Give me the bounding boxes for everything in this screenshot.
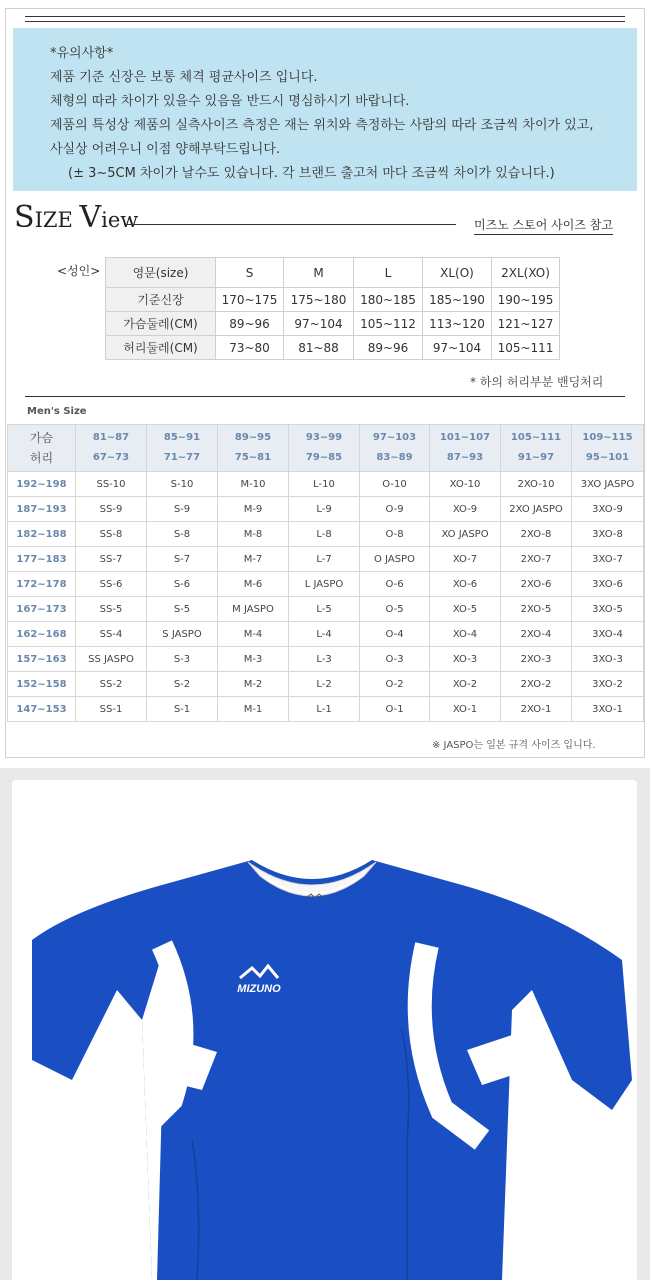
notice-line: (± 3~5CM 차이가 날수도 있습니다. 각 브랜드 출고처 마다 조금씩 차이가 있습니다.): [68, 166, 555, 181]
height-range-cell: 147~153: [8, 697, 76, 722]
size-code-cell: XO-10: [430, 472, 501, 497]
size-code-cell: L-8: [289, 522, 360, 547]
size-code-cell: L-4: [289, 622, 360, 647]
chest-waist-header-cell: [430, 425, 501, 472]
table-row: [106, 336, 560, 360]
notice-line: 제품 기준 신장은 보통 체격 평균사이즈 입니다.: [50, 70, 318, 85]
table-row: [8, 622, 644, 647]
size-code-cell: SS-10: [76, 472, 147, 497]
size-code-cell: XO-9: [430, 497, 501, 522]
size-code-cell: 2XO-8: [501, 522, 572, 547]
notice-line: 체형의 따라 차이가 있을수 있음을 반드시 명심하시기 바랍니다.: [50, 94, 410, 109]
size-code-cell: 3XO-9: [572, 497, 644, 522]
table-row: [8, 522, 644, 547]
size-code-cell: O-1: [360, 697, 430, 722]
size-code-cell: M JASPO: [218, 597, 289, 622]
row-header-cell: 가슴둘레(CM): [106, 312, 216, 336]
height-range-cell: 162~168: [8, 622, 76, 647]
chest-waist-header-cell: [501, 425, 572, 472]
title-rule: [124, 224, 456, 225]
size-code-cell: 2XO-5: [501, 597, 572, 622]
table-row: [8, 697, 644, 722]
size-code-cell: S-3: [147, 647, 218, 672]
size-code-cell: 2XO-2: [501, 672, 572, 697]
waist-range: 71~77: [163, 452, 201, 463]
size-code-cell: XO-5: [430, 597, 501, 622]
size-code-cell: 2XO-1: [501, 697, 572, 722]
table-cell: 113~120: [423, 312, 492, 336]
table-cell: 97~104: [423, 336, 492, 360]
table-header-cell: L: [354, 258, 423, 288]
size-code-cell: M-10: [218, 472, 289, 497]
waist-range: 87~93: [446, 452, 484, 463]
height-range-cell: 152~158: [8, 672, 76, 697]
brand-logo-text: MIZUNO: [237, 983, 281, 995]
size-code-cell: 3XO-2: [572, 672, 644, 697]
size-code-cell: 3XO-5: [572, 597, 644, 622]
size-code-cell: L-2: [289, 672, 360, 697]
size-code-cell: S-2: [147, 672, 218, 697]
chest-range: 105~111: [510, 432, 562, 443]
size-code-cell: S-8: [147, 522, 218, 547]
table-row: [106, 288, 560, 312]
size-code-cell: O-5: [360, 597, 430, 622]
size-code-cell: 3XO-3: [572, 647, 644, 672]
adult-label: <성인>: [57, 264, 101, 278]
table-cell: 89~96: [216, 312, 284, 336]
table-row: [8, 547, 644, 572]
waist-range: 67~73: [92, 452, 130, 463]
chest-waist-header-cell: [218, 425, 289, 472]
chest-range: 97~103: [372, 432, 417, 443]
shirt-body: [32, 860, 632, 1280]
size-code-cell: 2XO JASPO: [501, 497, 572, 522]
waist-range: 91~97: [517, 452, 555, 463]
chest-waist-header-cell: [572, 425, 644, 472]
waist-range: 79~85: [305, 452, 343, 463]
size-view-title: SIZE View: [14, 200, 139, 235]
table-header-cell: S: [216, 258, 284, 288]
chest-range: 81~87: [92, 432, 130, 443]
size-code-cell: M-7: [218, 547, 289, 572]
mens-size-table: [7, 424, 644, 722]
table-cell: 180~185: [354, 288, 423, 312]
size-code-cell: 3XO-4: [572, 622, 644, 647]
size-code-cell: S-10: [147, 472, 218, 497]
height-range-cell: 187~193: [8, 497, 76, 522]
table-header-row: [8, 425, 644, 472]
height-range-cell: 192~198: [8, 472, 76, 497]
size-code-cell: 3XO-8: [572, 522, 644, 547]
chest-range: 85~91: [163, 432, 201, 443]
size-code-cell: 2XO-6: [501, 572, 572, 597]
size-code-cell: S-7: [147, 547, 218, 572]
size-code-cell: L-3: [289, 647, 360, 672]
chest-range: 101~107: [439, 432, 491, 443]
table-row: [8, 572, 644, 597]
notice-line: 제품의 특성상 제품의 실측사이즈 측정은 재는 위치와 측정하는 사람의 따라 조금씩 차이가 있고,: [50, 118, 594, 133]
chest-waist-header-cell: [147, 425, 218, 472]
size-code-cell: SS-5: [76, 597, 147, 622]
size-code-cell: SS-4: [76, 622, 147, 647]
table-header-cell: XL(O): [423, 258, 492, 288]
size-code-cell: M-1: [218, 697, 289, 722]
size-code-cell: O-10: [360, 472, 430, 497]
table-cell: 105~111: [492, 336, 560, 360]
size-code-cell: 3XO-1: [572, 697, 644, 722]
chest-label: 가슴: [29, 431, 54, 445]
table-cell: 190~195: [492, 288, 560, 312]
size-code-cell: SS-9: [76, 497, 147, 522]
table-header-cell: 2XL(XO): [492, 258, 560, 288]
chest-range: 93~99: [305, 432, 343, 443]
waist-label: 허리: [29, 451, 54, 465]
table-cell: 175~180: [284, 288, 354, 312]
table-row: [8, 597, 644, 622]
size-code-cell: L-7: [289, 547, 360, 572]
table-row: [8, 497, 644, 522]
section-rule: [25, 396, 625, 397]
height-range-cell: 167~173: [8, 597, 76, 622]
size-code-cell: L-9: [289, 497, 360, 522]
size-code-cell: O-6: [360, 572, 430, 597]
size-code-cell: O-8: [360, 522, 430, 547]
table-header-cell: 영문(size): [106, 258, 216, 288]
size-code-cell: L JASPO: [289, 572, 360, 597]
size-code-cell: 3XO JASPO: [572, 472, 644, 497]
notice-box: [13, 28, 637, 191]
product-photo-card: [12, 780, 637, 1280]
adult-size-table: [105, 257, 560, 360]
table-cell: 73~80: [216, 336, 284, 360]
table-row: [106, 312, 560, 336]
size-code-cell: O-9: [360, 497, 430, 522]
size-code-cell: 2XO-10: [501, 472, 572, 497]
height-range-cell: 172~178: [8, 572, 76, 597]
waist-range: 75~81: [234, 452, 272, 463]
chest-range: 89~95: [234, 432, 272, 443]
table-cell: 89~96: [354, 336, 423, 360]
size-code-cell: S-5: [147, 597, 218, 622]
row-header-cell: 허리둘레(CM): [106, 336, 216, 360]
size-code-cell: L-5: [289, 597, 360, 622]
size-code-cell: S-6: [147, 572, 218, 597]
size-code-cell: M-9: [218, 497, 289, 522]
top-rule: [25, 16, 625, 17]
size-code-cell: M-4: [218, 622, 289, 647]
size-code-cell: XO-2: [430, 672, 501, 697]
size-code-cell: M-2: [218, 672, 289, 697]
table-cell: 81~88: [284, 336, 354, 360]
table-row: [8, 672, 644, 697]
size-reference-note: 미즈노 스토어 사이즈 참고: [474, 216, 613, 235]
notice-line: 사실상 어려우니 이점 양해부탁드립니다.: [50, 142, 281, 157]
shirt-illustration: [12, 780, 637, 1280]
band-note: * 하의 허리부분 밴딩처리: [470, 375, 604, 389]
waist-range: 83~89: [376, 452, 413, 463]
size-code-cell: 2XO-3: [501, 647, 572, 672]
top-rule-2: [25, 21, 625, 22]
size-code-cell: XO-1: [430, 697, 501, 722]
size-code-cell: XO-7: [430, 547, 501, 572]
table-cell: 105~112: [354, 312, 423, 336]
table-cell: 121~127: [492, 312, 560, 336]
table-header-cell: M: [284, 258, 354, 288]
table-cell: 97~104: [284, 312, 354, 336]
size-code-cell: O-2: [360, 672, 430, 697]
chest-waist-header-cell: [76, 425, 147, 472]
size-code-cell: XO JASPO: [430, 522, 501, 547]
corner-header-cell: [8, 425, 76, 472]
chest-range: 109~115: [582, 432, 633, 443]
size-code-cell: S JASPO: [147, 622, 218, 647]
size-code-cell: M-8: [218, 522, 289, 547]
size-code-cell: SS-2: [76, 672, 147, 697]
height-range-cell: 182~188: [8, 522, 76, 547]
chest-waist-header-cell: [360, 425, 430, 472]
size-code-cell: 3XO-7: [572, 547, 644, 572]
size-code-cell: XO-3: [430, 647, 501, 672]
size-code-cell: O-3: [360, 647, 430, 672]
table-row: [8, 647, 644, 672]
size-code-cell: XO-4: [430, 622, 501, 647]
size-code-cell: SS-7: [76, 547, 147, 572]
size-code-cell: S-9: [147, 497, 218, 522]
notice-title: *유의사항*: [50, 46, 114, 61]
size-code-cell: 3XO-6: [572, 572, 644, 597]
size-code-cell: L-10: [289, 472, 360, 497]
size-code-cell: SS-1: [76, 697, 147, 722]
table-row: [8, 472, 644, 497]
size-code-cell: M-6: [218, 572, 289, 597]
size-code-cell: O JASPO: [360, 547, 430, 572]
size-code-cell: SS JASPO: [76, 647, 147, 672]
mens-size-label: Men's Size: [27, 406, 87, 417]
size-code-cell: S-1: [147, 697, 218, 722]
size-code-cell: 2XO-7: [501, 547, 572, 572]
height-range-cell: 157~163: [8, 647, 76, 672]
row-header-cell: 기준신장: [106, 288, 216, 312]
size-code-cell: 2XO-4: [501, 622, 572, 647]
size-code-cell: XO-6: [430, 572, 501, 597]
table-cell: 185~190: [423, 288, 492, 312]
size-code-cell: SS-8: [76, 522, 147, 547]
size-code-cell: O-4: [360, 622, 430, 647]
height-range-cell: 177~183: [8, 547, 76, 572]
size-code-cell: L-1: [289, 697, 360, 722]
size-code-cell: SS-6: [76, 572, 147, 597]
table-row: [106, 258, 560, 288]
jaspo-note: ※ JASPO는 일본 규격 사이즈 입니다.: [432, 740, 596, 751]
size-code-cell: M-3: [218, 647, 289, 672]
chest-waist-header-cell: [289, 425, 360, 472]
waist-range: 95~101: [585, 452, 630, 463]
table-cell: 170~175: [216, 288, 284, 312]
